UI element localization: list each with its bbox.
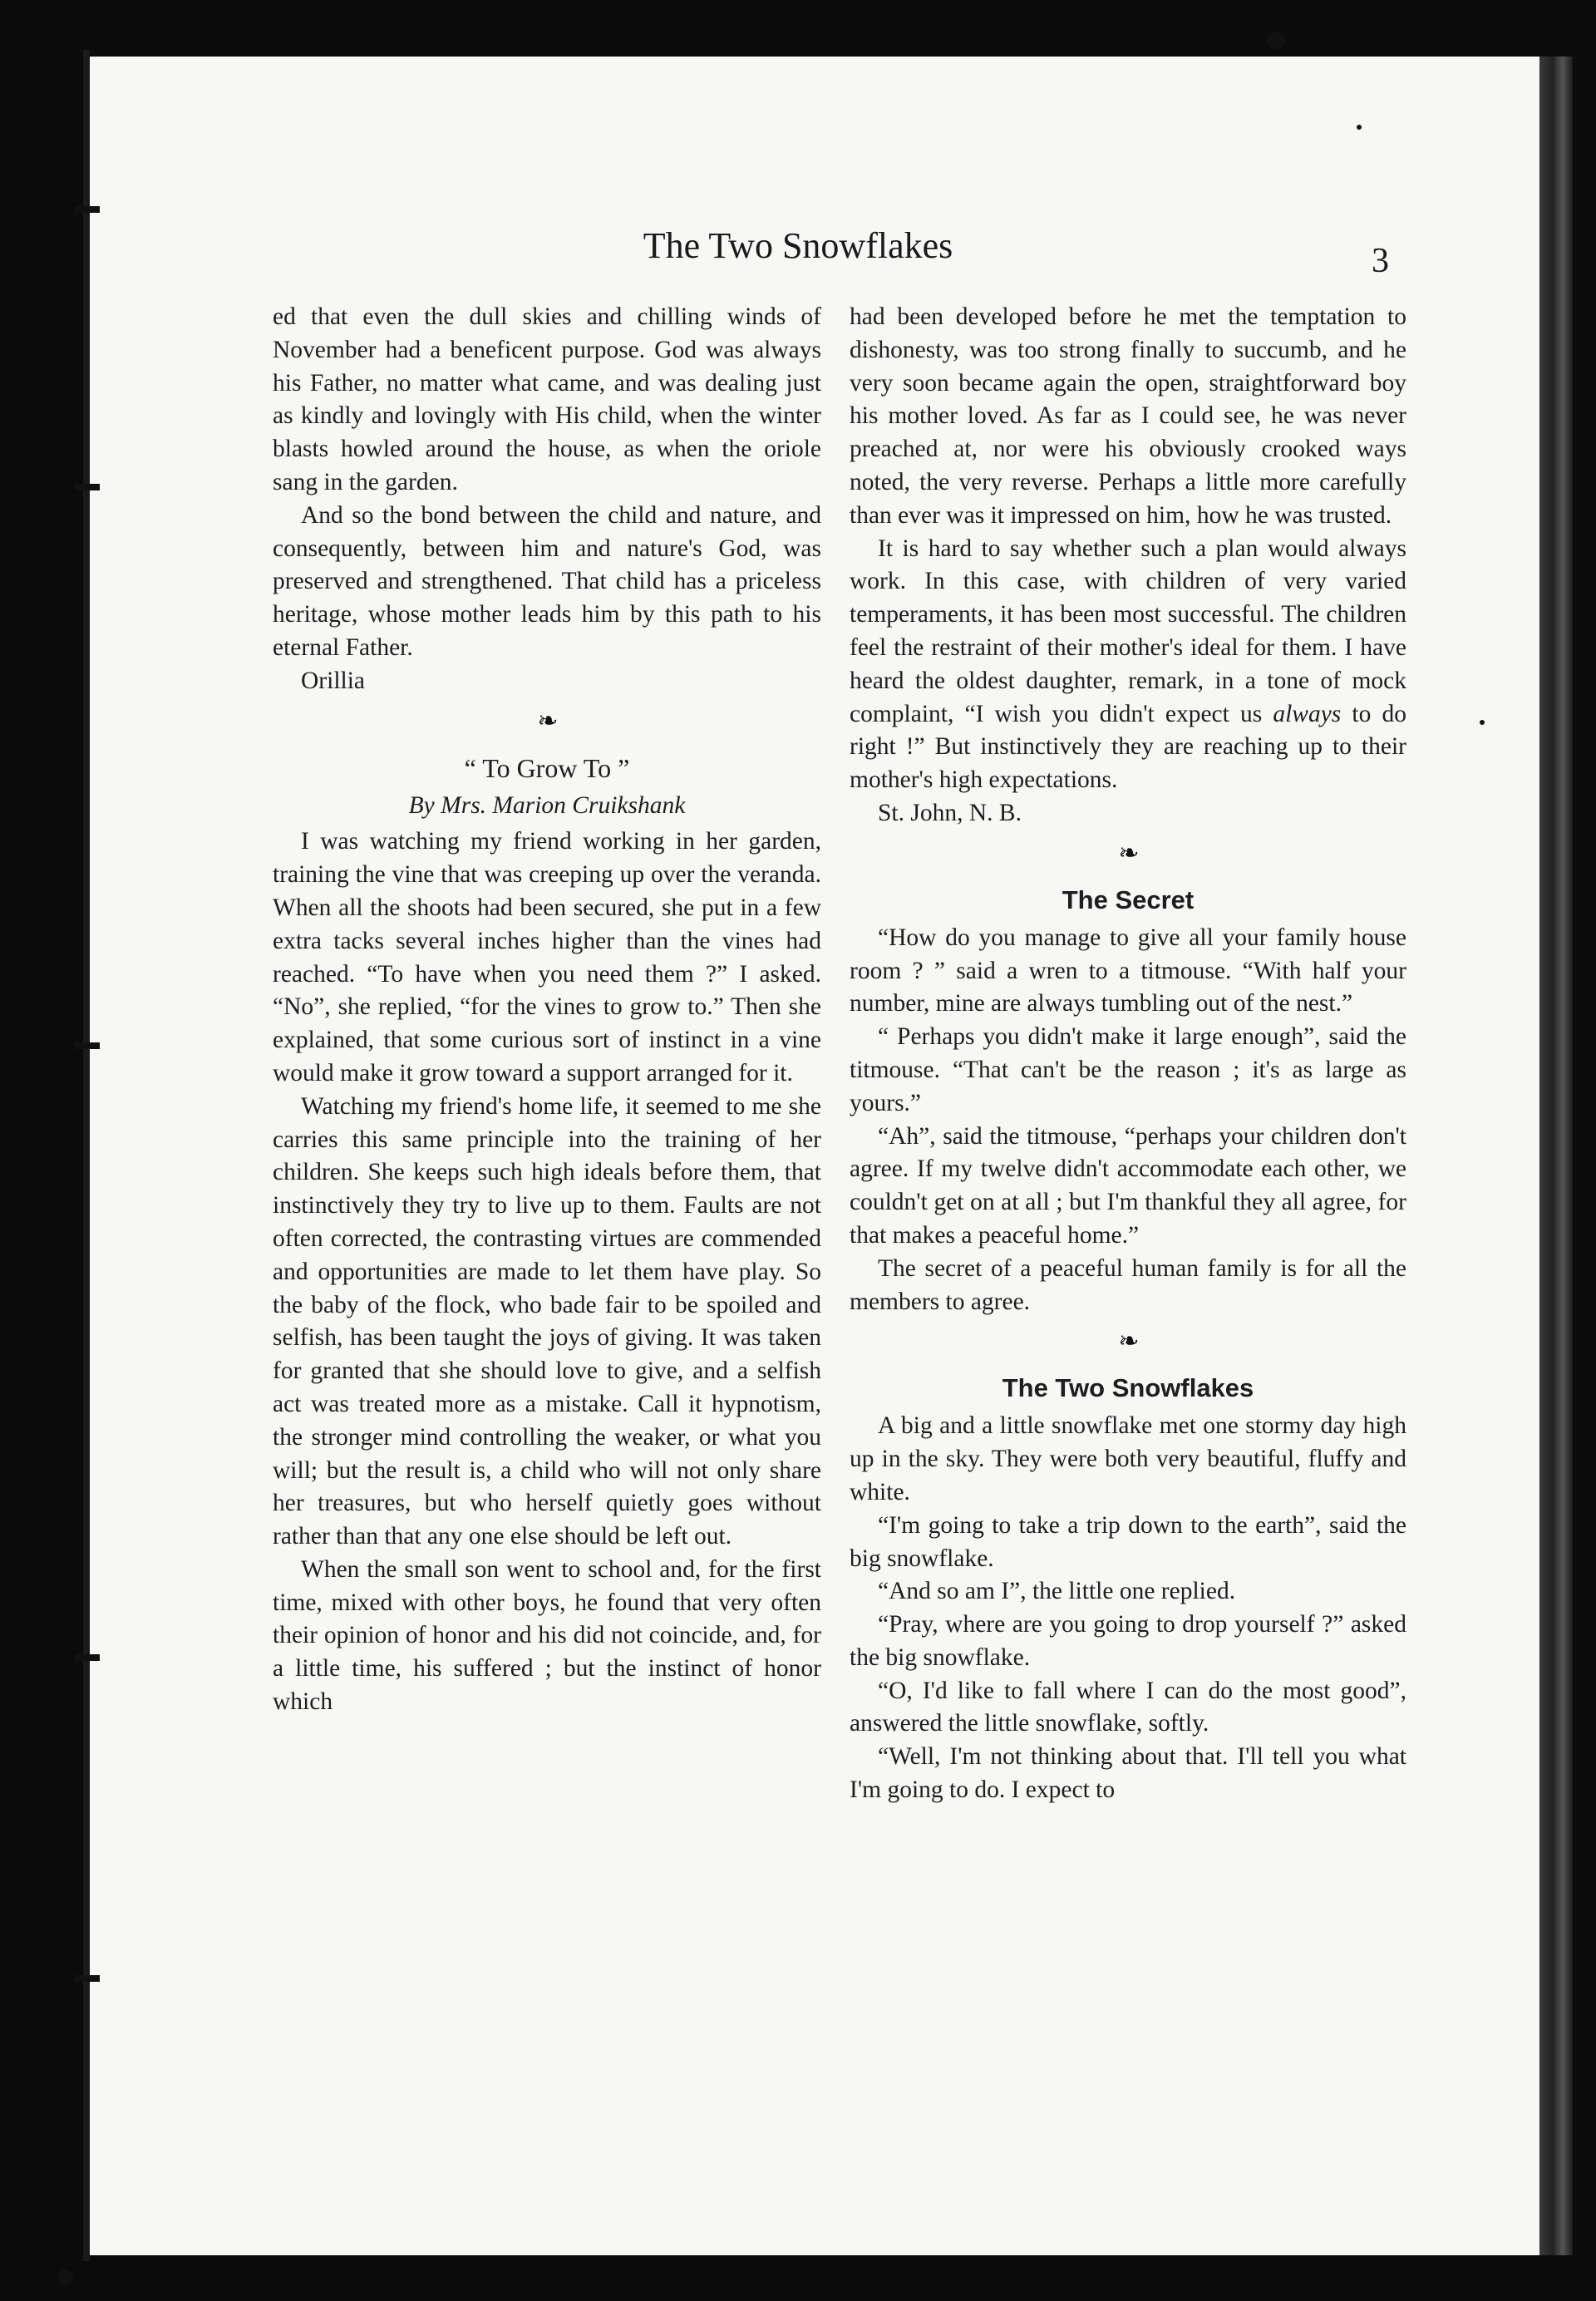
story-title: The Secret xyxy=(1062,884,1195,914)
place-signature: St. John, N. B. xyxy=(878,799,1022,826)
binding-staple xyxy=(75,1042,100,1049)
dust-spot xyxy=(1357,125,1362,130)
paragraph: “Pray, where are you going to drop yourself ?” asked the big snowflake. xyxy=(850,1611,1406,1671)
running-header: The Two Snowflakes xyxy=(643,225,953,266)
paragraph: A big and a little snowflake met one stormy day high up in the sky. They were both very beautiful, fluffy and white. xyxy=(850,1412,1406,1505)
story-title: “ To Grow To ” xyxy=(464,752,630,783)
page-number: 3 xyxy=(1372,242,1389,280)
paragraph: When the small son went to school and, for the first time, mixed with other boys, he found that very often their opinion of honor and his did not coincide, and, for a little time, his suffered ; but the instinct of honor which xyxy=(273,1555,821,1716)
paragraph: “How do you manage to give all your family house room ? ” said a wren to a titmouse. “With half your number, mine are always tumbling out of the nest.” xyxy=(850,924,1406,1017)
text-run: to do right !” But instinctively they are reaching up to their mother's high expectations. xyxy=(850,700,1406,794)
emphasis: always xyxy=(1273,700,1342,727)
paragraph: “Ah”, said the titmouse, “perhaps your children don't agree. If my twelve didn't accommodate each other, we couldn't get on at all ; but I'm thankful they all agree, for that makes a peaceful home.” xyxy=(850,1122,1406,1249)
page-edge-shadow xyxy=(1539,57,1573,2255)
paragraph: I was watching my friend working in her garden, training the vine that was creeping up over the veranda. When all the shoots had been secured, she put in a few extra tacks several inches higher than the vines had reached. “To have when you need them ?” I asked. “No”, she replied, “for the vines to grow to.” Then she explained, that some curious sort of instinct in a vine would make it grow toward a support arranged for it. xyxy=(273,828,821,1086)
place-signature: Orillia xyxy=(301,667,366,694)
dust-spot xyxy=(1267,32,1285,50)
dust-spot xyxy=(1480,720,1485,725)
story-title: The Two Snowflakes xyxy=(1002,1373,1254,1403)
binding-staple xyxy=(75,206,100,213)
byline: By Mrs. Marion Cruikshank xyxy=(408,791,686,819)
paragraph: “Well, I'm not thinking about that. I'll tell you what I'm going to do. I expect to xyxy=(850,1743,1406,1804)
paragraph: had been developed before he met the temptation to dishonesty, was too strong finally to succumb, and he very soon became again the open, straightforward boy his mother loved. As far as I could see, he was never preached at, nor were his obviously crooked ways noted, the very reverse. Perhaps a little more carefully than ever was it impressed on him, how he was trusted. xyxy=(850,303,1406,529)
right-column xyxy=(850,301,1406,1807)
paragraph: “O, I'd like to fall where I can do the most good”, answered the little snowflake, softly. xyxy=(850,1677,1406,1737)
paragraph: And so the bond between the child and nature, and consequently, between him and nature's God, was preserved and strengthened. That child has a priceless heritage, whose mother leads him by this path to his eternal Father. xyxy=(273,501,821,661)
paragraph: The secret of a peaceful human family is for all the members to agree. xyxy=(850,1254,1406,1315)
paragraph: ed that even the dull skies and chilling winds of November had a beneficent purpose. God was always his Father, no matter what came, and was dealing just as kindly and lovingly with His child, when the winter blasts howled around the house, as when the oriole sang in the garden. xyxy=(273,303,821,495)
paragraph: “And so am I”, the little one replied. xyxy=(878,1578,1236,1605)
ornament-icon: ❧ xyxy=(537,707,557,735)
ornament-icon: ❧ xyxy=(1118,839,1138,867)
paragraph: “I'm going to take a trip down to the earth”, said the big snowflake. xyxy=(850,1511,1406,1572)
ornament-icon: ❧ xyxy=(1118,1328,1138,1356)
dust-spot xyxy=(58,2269,73,2284)
paragraph xyxy=(850,533,1406,797)
binding-staple xyxy=(75,484,100,490)
paragraph: “ Perhaps you didn't make it large enough”, said the titmouse. “That can't be the reason ; it's as large as yours.” xyxy=(850,1023,1406,1116)
left-column xyxy=(273,301,821,1719)
binding-edge xyxy=(83,50,90,2261)
binding-staple xyxy=(75,1975,100,1982)
text-run: It is hard to say whether such a plan would always work. In this case, with children of very varied temperaments, it has been most successful. The children feel the restraint of their mother's ideal for them. I have heard the oldest daughter, remark, in a tone of mock complaint, “I wish you didn't expect us xyxy=(850,535,1406,727)
binding-staple xyxy=(75,1654,100,1661)
paragraph: Watching my friend's home life, it seemed to me she carries this same principle into the training of her children. She keeps such high ideals before them, that instinctively they try to live up to them. Faults are not often corrected, the contrasting virtues are commended and opportunities are made to let them have play. So the baby of the flock, who bade fair to be spoiled and selfish, has been taught the joys of giving. It was taken for granted that she should love to give, and a selfish act was treated more as a mistake. Call it hypnotism, the stronger mind controlling the weaker, or what you will; but the result is, a child who will not only share her treasures, but who herself quietly goes without rather than that any one else should be left out. xyxy=(273,1092,821,1550)
